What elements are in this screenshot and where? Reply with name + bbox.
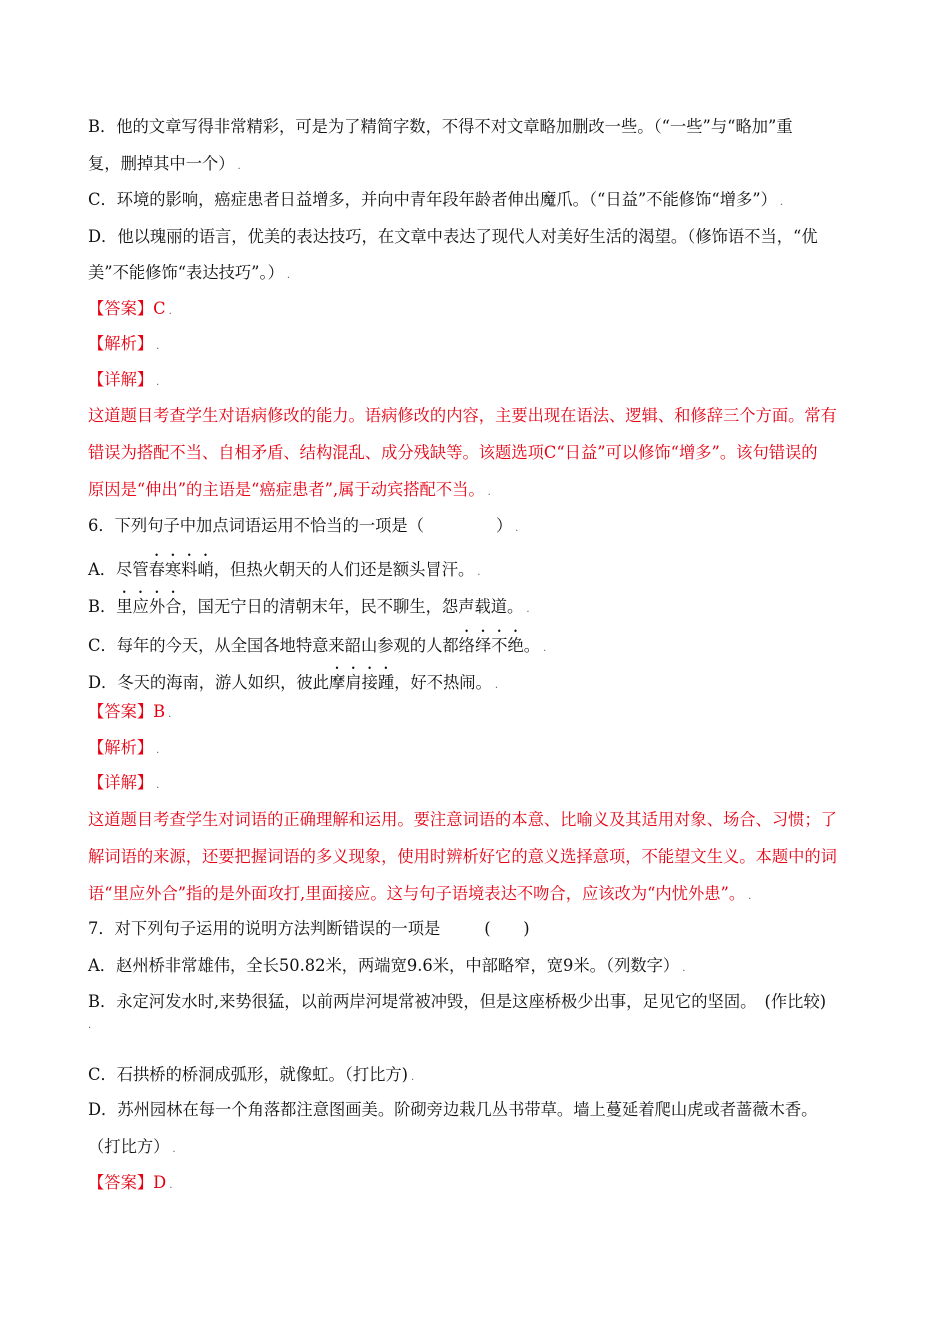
q5-answer-value: C [153, 299, 166, 318]
q6-a-post: ，但热火朝天的人们还是额头冒汗。 [213, 560, 475, 579]
q6-answer-label: 【答案】 [88, 702, 154, 721]
q7-stem [88, 918, 863, 940]
q7-answer-value: D [153, 1173, 167, 1192]
q6-option-d: D．冬天的海南，游人如织，彼此摩肩接踵，好不热闹。 . [88, 673, 499, 692]
q7-stem-paren: ( ) [484, 919, 530, 938]
q7-answer: 【答案】D . [88, 1173, 173, 1192]
q6-b-pre: B． [88, 597, 117, 616]
q6-stem: 6．下列句子中加点词语运用不恰当的一项是（ ） . [88, 516, 519, 535]
option-b-line2-text: 复，删掉其中一个） [88, 154, 235, 173]
q6-option-a: A．尽管春寒料峭，但热火朝天的人们还是额头冒汗。 . [88, 560, 481, 579]
q7-stem-text: 7．对下列句子运用的说明方法判断错误的一项是 [88, 919, 441, 938]
q7-option-a: A．赵州桥非常雄伟，全长50.82米，两端宽9.6米，中部略窄，宽9米。（列数字） . [88, 956, 686, 975]
q6-d-dotted-phrase: 摩肩接踵 [329, 673, 395, 692]
option-d-line1: D．他以瑰丽的语言，优美的表达技巧，在文章中表达了现代人对美好生活的渴望。（修饰语不当，“优 [88, 227, 818, 246]
q6-explain-3: 语“里应外合”指的是外面攻打,里面接应。这与句子语境表达不吻合，应该改为“内忧外患”。 . [88, 884, 752, 903]
q6-explain-3-text: 语“里应外合”指的是外面攻打,里面接应。这与句子语境表达不吻合，应该改为“内忧外患”。 [88, 884, 746, 903]
q6-d-post: ，好不热闹。 [394, 673, 492, 692]
q7-answer-label: 【答案】 [88, 1173, 154, 1192]
q5-detail-label: 【详解】 [88, 370, 154, 389]
q7-option-b: B．永定河发水时,来势很猛，以前两岸河堤常被冲毁，但是这座桥极少出事，足见它的坚固。 (作比较) [88, 992, 827, 1011]
option-d-line2: 美”不能修饰“表达技巧”。） . [88, 263, 291, 282]
q6-a-pre: A．尽管 [88, 560, 149, 579]
option-b-line1: B．他的文章写得非常精彩，可是为了精简字数，不得不对文章略加删改一些。（“一些”与“略加”重 [88, 117, 793, 136]
q5-explain-3-text: 原因是“伸出”的主语是“癌症患者”,属于动宾搭配不当。 [88, 480, 485, 499]
q5-analysis-label: 【解析】 [88, 334, 154, 353]
q7-c-text: C．石拱桥的桥洞成弧形，就像虹。（打比方) [88, 1065, 409, 1084]
q5-answer-label: 【答案】 [88, 299, 154, 318]
q5-explain-1: 这道题目考查学生对语病修改的能力。语病修改的内容，主要出现在语法、逻辑、和修辞三个方面。常有 [88, 406, 837, 425]
q5-analysis: 【解析】 . [88, 334, 160, 353]
option-b-line2: 复，删掉其中一个） . [88, 154, 241, 173]
q6-stem-text: 6．下列句子中加点词语运用不恰当的一项是（ [88, 516, 424, 535]
q6-option-b: B．里应外合，国无宁日的清朝末年，民不聊生，怨声载道。 . [88, 597, 530, 616]
q6-explain-1: 这道题目考查学生对词语的正确理解和运用。要注意词语的本意、比喻义及其适用对象、场合、习惯；了 [88, 810, 837, 829]
q6-a-dotted-phrase: 春寒料峭 [148, 560, 214, 579]
q7-option-b-mark: . [88, 1020, 92, 1031]
q6-d-pre: D．冬天的海南，游人如织，彼此 [88, 673, 329, 692]
q5-explain-3: 原因是“伸出”的主语是“癌症患者”,属于动宾搭配不当。 . [88, 480, 491, 499]
q6-analysis-label: 【解析】 [88, 738, 154, 757]
q6-b-post: ，国无宁日的清朝末年，民不聊生，怨声载道。 [181, 597, 524, 616]
q5-answer: 【答案】C . [88, 299, 172, 318]
q6-detail-label: 【详解】 [88, 773, 154, 792]
q6-c-dotted-phrase: 络绎不绝 [458, 636, 524, 655]
q7-option-d-line1: D．苏州园林在每一个角落都注意图画美。阶砌旁边栽几丛书带草。墙上蔓延着爬山虎或者蔷薇木香。 [88, 1100, 818, 1119]
q6-stem-close: ） [496, 516, 513, 535]
q6-detail: 【详解】 . [88, 773, 160, 792]
q7-option-c: C．石拱桥的桥洞成弧形，就像虹。（打比方) . [88, 1065, 415, 1084]
q6-analysis: 【解析】 . [88, 738, 160, 757]
q6-b-dotted-phrase: 里应外合 [116, 597, 182, 616]
option-d-line2-text: 美”不能修饰“表达技巧”。） [88, 263, 284, 282]
q5-detail: 【详解】 . [88, 370, 160, 389]
q6-c-pre: C．每年的今天，从全国各地特意来韶山参观的人都 [88, 636, 459, 655]
q6-explain-2: 解词语的来源，还要把握词语的多义现象，使用时辨析好它的意义选择意项，不能望文生义。本题中的词 [88, 847, 837, 866]
q7-d-line2-text: （打比方） [88, 1137, 170, 1156]
option-c-text: C．环境的影响，癌症患者日益增多，并向中青年段年龄者伸出魔爪。（“日益”不能修饰“增多”） [88, 190, 777, 209]
q6-c-post: 。 [523, 636, 541, 655]
option-c: C．环境的影响，癌症患者日益增多，并向中青年段年龄者伸出魔爪。（“日益”不能修饰“增多”） . [88, 190, 784, 209]
q6-answer-value: B [153, 702, 166, 721]
q6-option-c: C．每年的今天，从全国各地特意来韶山参观的人都络绎不绝。 . [88, 636, 547, 655]
q6-answer: 【答案】B . [88, 702, 172, 721]
q5-explain-2: 错误为搭配不当、自相矛盾、结构混乱、成分残缺等。该题选项C“日益”可以修饰“增多”。该句错误的 [88, 443, 818, 462]
q7-option-d-line2: （打比方） . [88, 1137, 176, 1156]
q7-a-text: A．赵州桥非常雄伟，全长50.82米，两端宽9.6米，中部略窄，宽9米。（列数字） [88, 956, 680, 975]
